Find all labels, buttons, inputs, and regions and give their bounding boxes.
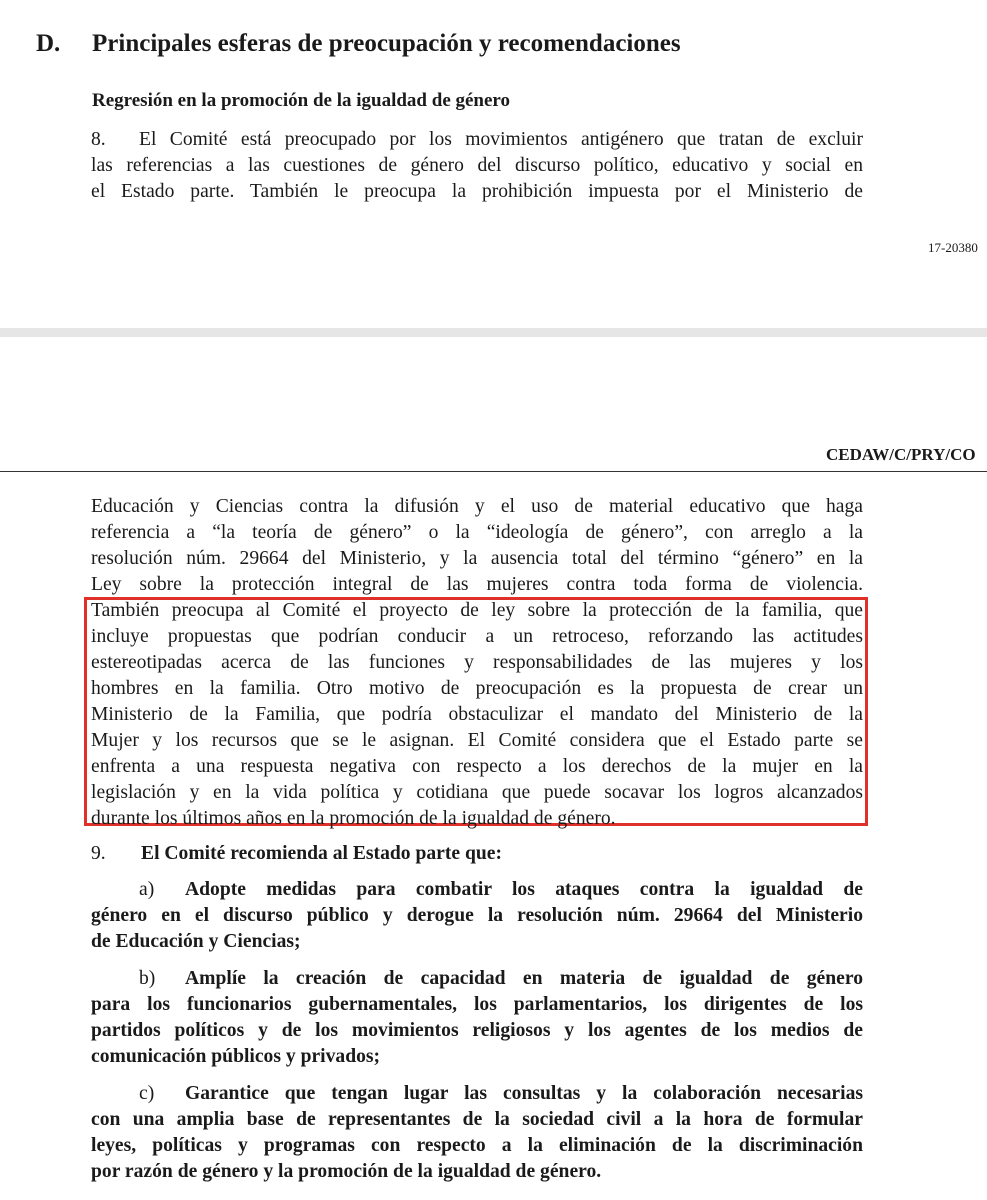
paragraph-line: leyes, políticas y programas con respecto a la eliminación de la discriminación: [91, 1135, 863, 1156]
paragraph-line: b) Amplíe la creación de capacidad en materia de igualdad de género: [91, 966, 863, 992]
paragraph-line: hombres en la familia. Otro motivo de preocupación es la propuesta de crear un: [91, 678, 863, 699]
paragraph-line: estereotipadas acerca de las funciones y responsabilidades de las mujeres y los: [91, 652, 863, 673]
paragraph-line: con una amplia base de representantes de la sociedad civil a la hora de formular: [91, 1109, 863, 1130]
paragraph-line: Ministerio de la Familia, que podría obstaculizar el mandato del Ministerio de la: [91, 704, 863, 725]
recommendation-a: [91, 877, 863, 955]
paragraph-line: partidos políticos y de los movimientos religiosos y los agentes de los medios de: [91, 1020, 863, 1041]
paragraph-line: para los funcionarios gubernamentales, los parlamentarios, los dirigentes de los: [91, 994, 863, 1015]
paragraph-line: comunicación públicos y privados;: [91, 1046, 381, 1067]
paragraph-9-text: El Comité recomienda al Estado parte que:: [141, 843, 503, 864]
item-label: a): [139, 879, 155, 900]
section-title: Principales esferas de preocupación y recomendaciones: [92, 30, 681, 57]
paragraph-line: enfrenta a una respuesta negativa con respecto a los derechos de la mujer en la: [91, 756, 863, 777]
paragraph-line: durante los últimos años en la promoción de la igualdad de género.: [91, 808, 616, 829]
page-separator: [0, 328, 987, 337]
section-letter: D.: [36, 30, 61, 57]
paragraph-8-start: [91, 127, 863, 205]
paragraph-line: 8. El Comité está preocupado por los movimientos antigénero que tratan de excluir: [91, 127, 863, 153]
paragraph-line: Mujer y los recursos que se le asignan. El Comité considera que el Estado parte se: [91, 730, 863, 751]
paragraph-line: legislación y en la vida política y cotidiana que puede socavar los logros alcanzados: [91, 782, 863, 803]
paragraph-line: por razón de género y la promoción de la igualdad de género.: [91, 1161, 602, 1182]
document-number: 17-20380: [928, 240, 978, 255]
paragraph-line: de Educación y Ciencias;: [91, 931, 301, 952]
paragraph-8-highlighted: [91, 598, 863, 832]
paragraph-line: el Estado parte. También le preocupa la prohibición impuesta por el Ministerio de: [91, 181, 863, 202]
paragraph-line: referencia a “la teoría de género” o la “ideología de género”, con arreglo a la: [91, 522, 863, 543]
recommendation-c: [91, 1081, 863, 1185]
paragraph-line: las referencias a las cuestiones de género del discurso político, educativo y social en: [91, 155, 863, 176]
paragraph-number: 9.: [91, 843, 106, 864]
paragraph-line: c) Garantice que tengan lugar las consultas y la colaboración necesarias: [91, 1081, 863, 1107]
subheading: Regresión en la promoción de la igualdad de género: [92, 90, 511, 111]
paragraph-line: a) Adopte medidas para combatir los ataques contra la igualdad de: [91, 877, 863, 903]
paragraph-9-intro: [91, 843, 502, 865]
item-label: b): [139, 968, 156, 989]
item-label: c): [139, 1083, 155, 1104]
header-rule: [0, 471, 987, 472]
paragraph-line: Ley sobre la protección integral de las mujeres contra toda forma de violencia.: [91, 574, 863, 595]
paragraph-line: resolución núm. 29664 del Ministerio, y la ausencia total del término “género” en la: [91, 548, 863, 569]
paragraph-line: incluye propuestas que podrían conducir a un retroceso, reforzando las actitudes: [91, 626, 863, 647]
section-heading: [36, 30, 681, 58]
paragraph-line: género en el discurso público y derogue la resolución núm. 29664 del Ministerio: [91, 905, 863, 926]
recommendation-b: [91, 966, 863, 1070]
paragraph-line: Educación y Ciencias contra la difusión y el uso de material educativo que haga: [91, 496, 863, 517]
paragraph-number: 8.: [91, 129, 106, 150]
paragraph-line: También preocupa al Comité el proyecto de ley sobre la protección de la familia, que: [91, 600, 863, 621]
document-symbol: CEDAW/C/PRY/CO: [826, 445, 976, 464]
paragraph-8-continued: [91, 494, 863, 598]
